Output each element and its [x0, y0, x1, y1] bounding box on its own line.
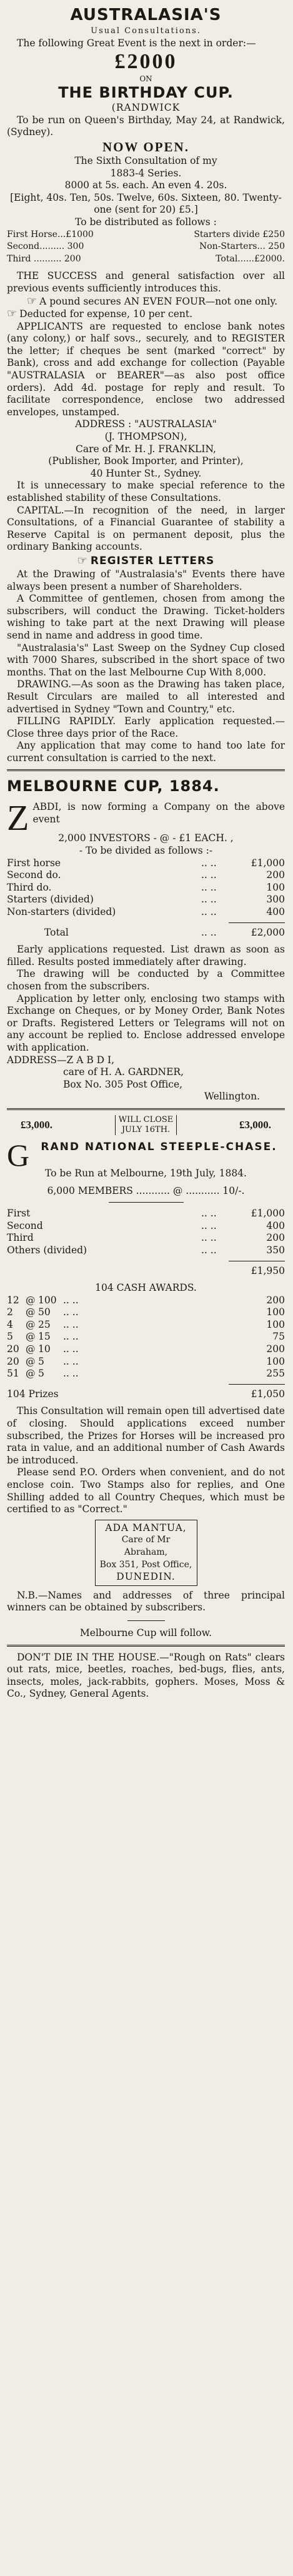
table-row: 2 @ 50 .. .. 100 [7, 1306, 285, 1318]
address-name: (J. THOMPSON), [104, 431, 187, 443]
distribution-row: Third .......... 200 Total......£2000. [7, 253, 285, 264]
table-row: 4 @ 25 .. .. 100 [7, 1318, 285, 1330]
total-rule [229, 922, 285, 923]
drop-cap: Z [7, 797, 29, 839]
table-row: 20 @ 10 .. .. 200 [7, 1343, 285, 1355]
divider [109, 1202, 184, 1203]
closing-date-brace: WILL CLOSE JULY 16TH. [115, 1115, 177, 1135]
table-row: First horse .. .. £1,000 [7, 857, 285, 869]
zabdi-intro: ZABDI, is now forming a Company on the above event [7, 797, 285, 839]
drawing-text: DRAWING.—As soon as the Drawing has taken place, Result Circulars are mailed to all interested and advertised in Sydney "Town and Country," etc. [7, 679, 285, 715]
run-date: To be run on Queen's Birthday, May 24, at Randwick, (Sydney). [7, 114, 285, 138]
members-line: 6,000 MEMBERS ........... @ ........... 10/-. [47, 1184, 245, 1196]
rats-text: DON'T DIE IN THE HOUSE.—"Rough on Rats" clears out rats, mice, beetles, roaches, bed-bugs, flies, ants, insects, moles, jack-rabbits, gophers. Moses, Moss & Co., Sydney, General Agents. [7, 1651, 285, 1700]
series-line: 1883-4 Series. [110, 167, 182, 179]
table-row: 51 @ 5 .. .. 255 [7, 1368, 285, 1380]
address-box: Box No. 305 Post Office, [63, 1078, 183, 1090]
application-text: Application by letter only, enclosing two stamps with Exchange on Cheques, or by Money Order, Bank Notes or Drafts. Registered Letters or Telegrams will not on any account be replied to. Enclose addressed envelope with application. [7, 993, 285, 1053]
zabdi-advertisement [7, 776, 285, 1103]
committee-text: A Committee of gentlemen, chosen from among the subscribers, will conduct the Drawing. Ticket-holders wishing to take part at the next Drawing will please send in name and address in good time. [7, 593, 285, 641]
right-amount: £3,000. [239, 1119, 271, 1131]
cash-awards-table [7, 1295, 285, 1401]
drawing-present-text: At the Drawing of "Australasia's" Events there have always been present a number of Shareholders. [7, 568, 285, 592]
address-city: Wellington. [204, 1091, 260, 1103]
divider [7, 769, 285, 771]
table-row: 5 @ 15 .. .. 75 [7, 1331, 285, 1343]
on-label: ON [139, 74, 152, 84]
nb-text: N.B.—Names and addresses of three principal winners can be obtained by subscribers. [7, 1589, 285, 1614]
total-row: Total .. .. £2,000 [44, 926, 285, 938]
ad-title: MELBOURNE CUP, 1884. [7, 777, 220, 796]
members-line: 8000 at 5s. each. An even 4. 20s. [64, 179, 227, 191]
cash-awards-heading: 104 CASH AWARDS. [95, 1282, 197, 1294]
closing-header [7, 1115, 285, 1135]
subtotal-row: £1,950 [251, 1265, 285, 1276]
table-row: 12 @ 100 .. .. 200 [7, 1294, 285, 1306]
filling-text: FILLING RAPIDLY. Early application requested.—Close three days prior of the Race. [7, 715, 285, 739]
distribution-row: Second......... 300 Non-Starters... 250 [7, 241, 285, 252]
prizes-total-row: 104 Prizes £1,050 [7, 1388, 285, 1400]
table-row: Non-starters (divided) .. .. 400 [7, 906, 285, 918]
members-detail: [Eight, 40s. Ten, 50s. Twelve, 60s. Sixteen, 80. Twenty-one (sent for 20) £5.] [10, 191, 282, 216]
table-row: First .. .. £1,000 [7, 1208, 285, 1220]
pointing-hand-icon: ☞ [27, 294, 37, 308]
last-sweep-text: "Australasia's" Last Sweep on the Sydney Cup closed with 7000 Shares, subscribed in the short space of two months. That on the last Melbourne Cup With 8,000. [7, 642, 285, 678]
event-place: (RANDWICK [111, 102, 181, 114]
pointing-hand-icon: ☞ [7, 307, 17, 321]
intro-text: The following Great Event is the next in order:— [17, 37, 256, 49]
prize-amount: £2000 [114, 50, 177, 74]
applicants-text: APPLICANTS are requested to enclose bank notes (any colony,) or half sovs., securely, and to REGISTER the letter; if cheques be sent (marked "correct" by Bank), cross and add exchange for collection (Payable "AUSTRALASIA or BEARER"—as also post office orders). Add 4d. postage for reply and result. To facilitate correspondence, enclose two addressed envelopes, unstamped. [7, 320, 285, 418]
address-street: 40 Hunter St., Sydney. [90, 467, 202, 479]
address-box: ADA MANTUA, Care of Mr Abraham, Box 351, Post Office, DUNEDIN. [95, 1520, 197, 1586]
table-row: Third do. .. .. 100 [7, 881, 285, 893]
table-row: Second .. .. 400 [7, 1220, 285, 1231]
stability-text: It is unnecessary to make special reference to the established stability of these Consultations. [7, 480, 285, 503]
early-text: Early applications requested. List drawn as soon as filled. Results posted immediately after drawing. [7, 944, 285, 967]
divider [7, 1645, 285, 1647]
run-date: To be Run at Melbourne, 19th July, 1884. [45, 1167, 247, 1179]
prize-table [7, 1208, 285, 1277]
divided-line: - To be divided as follows :- [79, 845, 213, 857]
rough-on-rats-advertisement [7, 1652, 285, 1700]
australasia-advertisement [7, 5, 285, 764]
address-care: care of H. A. GARDNER, [63, 1066, 184, 1078]
distribution-table [7, 229, 285, 266]
investors-line: 2,000 INVESTORS - @ - £1 EACH. , [58, 832, 234, 844]
prize-table [7, 857, 285, 939]
capital-text: CAPITAL.—In recognition of the need, in larger Consultations, of a Financial Guarantee of stability a Reserve Capital is on permanent deposit, plus the ordinary Banking accounts. [7, 504, 285, 553]
follow-text: Melbourne Cup will follow. [79, 1627, 212, 1639]
drawing-text: The drawing will be conducted by a Committee chosen from the subscribers. [7, 968, 285, 992]
pointing-hand-icon: ☞ [77, 553, 88, 567]
steeplechase-title: G RAND NATIONAL STEEPLE-CHASE. [7, 1137, 277, 1173]
now-open: NOW OPEN. [102, 139, 189, 154]
table-row: Others (divided) .. .. 350 [7, 1244, 285, 1256]
table-row: Second do. .. .. 200 [7, 869, 285, 881]
address-care: Care of Mr. H. J. FRANKLIN, [76, 443, 216, 455]
ad-title: AUSTRALASIA'S [70, 6, 222, 24]
address-publisher: (Publisher, Book Importer, and Printer), [48, 455, 244, 467]
consultation-text: This Consultation will remain open till advertised date of closing. Should applications exceed number subscribed, the Prizes for Horses will be increased pro rata in value, and an additional number of Cash Awards be introduced. [7, 1405, 285, 1466]
table-row: Starters (divided) .. .. 300 [7, 894, 285, 906]
prizes-rule [229, 1384, 285, 1385]
send-text: Please send P.O. Orders when convenient, and do not enclose coin. Two Stamps also for replies, and One Shilling added to all Country Cheques, which must be certified to as "Correct." [7, 1467, 285, 1515]
drop-cap: G [7, 1137, 30, 1173]
event-name: THE BIRTHDAY CUP. [58, 84, 234, 102]
left-amount: £3,000. [21, 1119, 52, 1131]
ad-subtitle: Usual Consultations. [91, 26, 201, 36]
table-row: 20 @ 5 .. .. 100 [7, 1355, 285, 1367]
table-row: Third .. .. 200 [7, 1232, 285, 1244]
divider [127, 1620, 165, 1621]
late-text: Any application that may come to hand too late for current consultation is carried to the next. [7, 740, 285, 764]
even-four-text: ☞ A pound secures AN EVEN FOUR—not one only. [7, 295, 285, 308]
success-text: THE SUCCESS and general satisfaction over all previous events sufficiently introduces this. [7, 270, 285, 294]
divider [7, 1108, 285, 1110]
address-line: ADDRESS—Z A B D I, [7, 1054, 115, 1066]
deducted-text: ☞ Deducted for expense, 10 per cent. [7, 307, 193, 321]
distribution-heading: To be distributed as follows : [75, 216, 217, 228]
consultation-line: The Sixth Consultation of my [74, 154, 217, 166]
register-letters-heading: ☞ REGISTER LETTERS [77, 553, 215, 567]
address-label: ADDRESS : "AUSTRALASIA" [75, 418, 217, 430]
ada-mantua-advertisement [7, 1115, 285, 1640]
distribution-row: First Horse...£1000 Starters divide £250 [7, 229, 285, 240]
